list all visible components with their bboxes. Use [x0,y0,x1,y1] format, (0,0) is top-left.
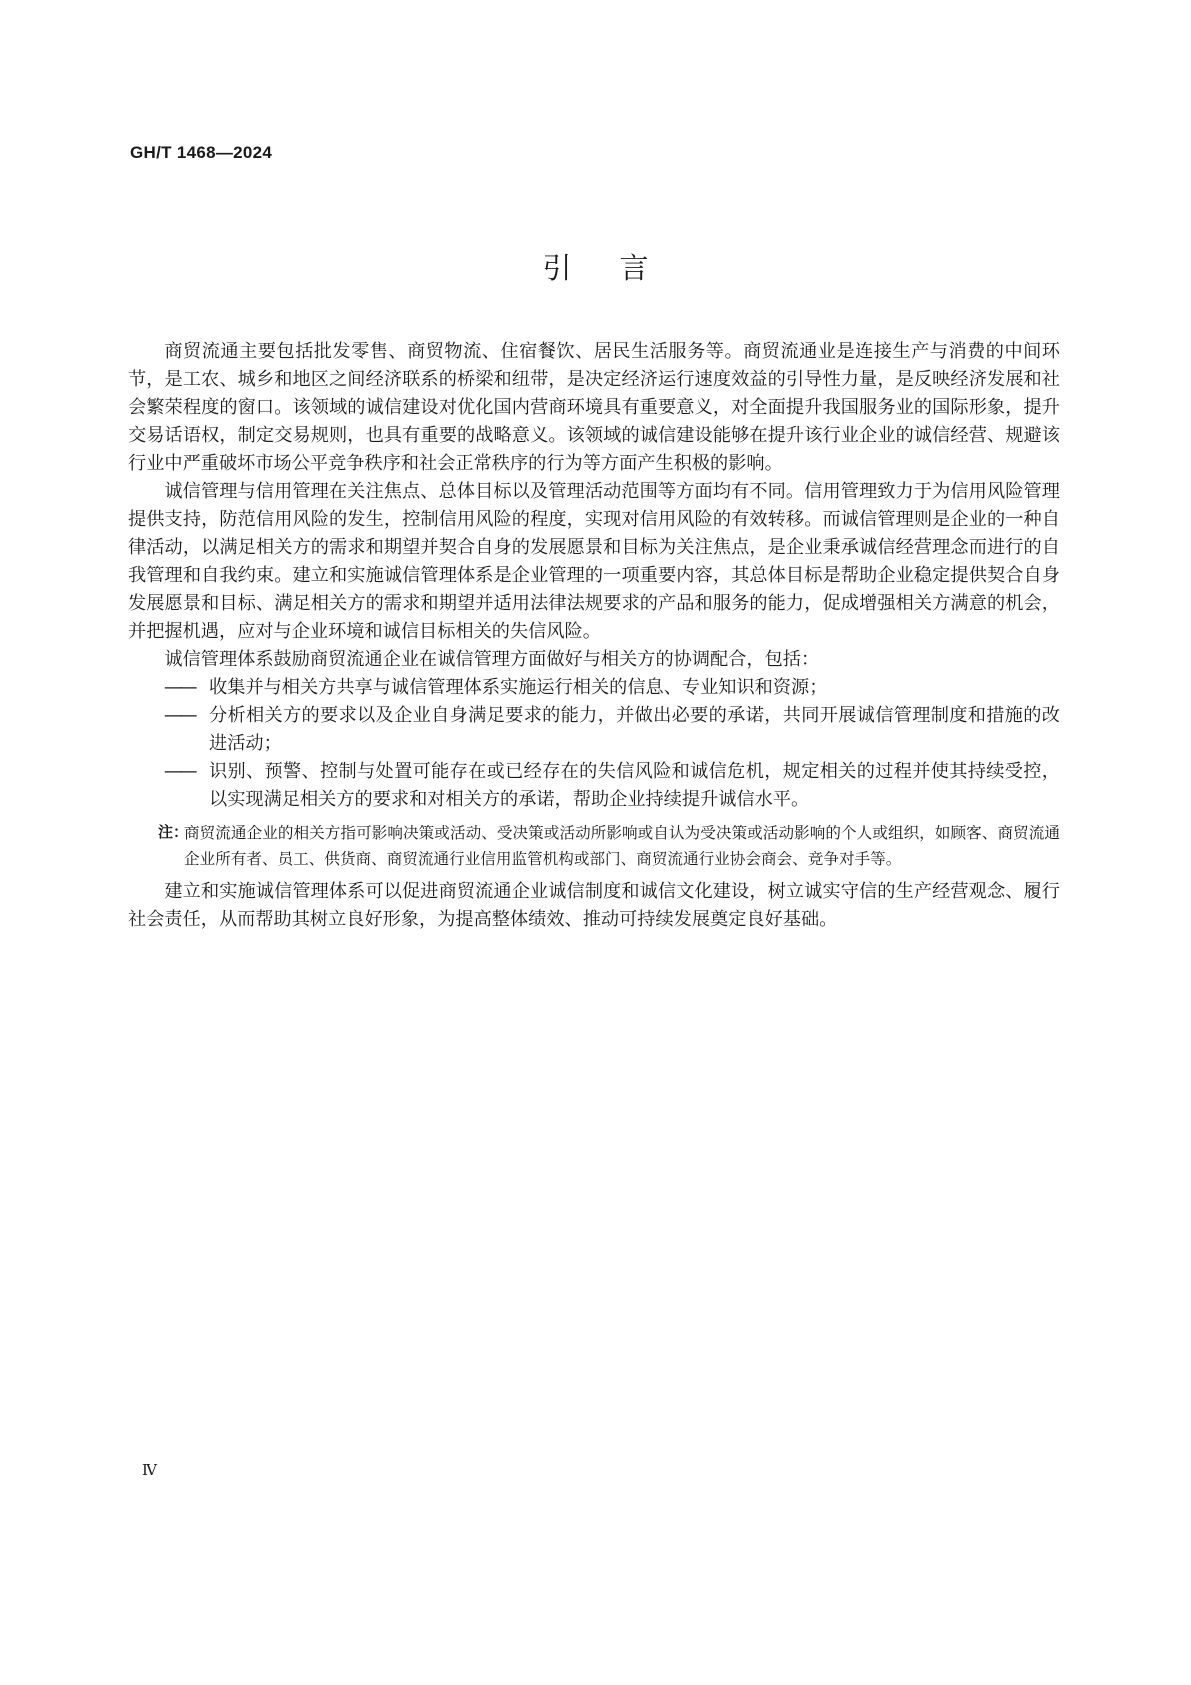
page-title: 引言 [542,251,697,285]
note-label: 注： [158,824,189,841]
list-item [128,674,1060,702]
note [128,820,1060,872]
list-dash: —— [164,677,195,698]
intro-paragraph-1: 商贸流通主要包括批发零售、商贸物流、住宿餐饮、居民生活服务等。商贸流通业是连接生产与消费的中间环节，是工农、城乡和地区之间经济联系的桥梁和纽带，是决定经济运行速度效益的引导性力量，是反映经济发展和社会繁荣程度的窗口。该领域的诚信建设对优化国内营商环境具有重要意义，对全面提升我国服务业的国际形象，提升交易话语权，制定交易规则，也具有重要的战略意义。该领域的诚信建设能够在提升该行业企业的诚信经营、规避该行业中严重破坏市场公平竞争秩序和社会正常秩序的行为等方面产生积极的影响。 [128,341,1060,474]
page-number: Ⅳ [142,1461,157,1479]
list-item-text: 收集并与相关方共享与诚信管理体系实施运行相关的信息、专业知识和资源； [209,677,828,698]
standard-code: GH/T 1468—2024 [130,143,273,162]
intro-paragraph-3: 诚信管理体系鼓励商贸流通企业在诚信管理方面做好与相关方的协调配合，包括： [164,649,820,670]
list-item-text: 识别、预警、控制与处置可能存在或已经存在的失信风险和诚信危机，规定相关的过程并使其持续受控，以实现满足相关方的要求和对相关方的承诺，帮助企业持续提升诚信水平。 [209,761,1060,810]
list-item [128,702,1060,758]
list-dash: —— [164,705,195,726]
document-body [128,338,1060,934]
note-text: 商贸流通企业的相关方指可影响决策或活动、受决策或活动所影响或自认为受决策或活动影响的个人或组织，如顾客、商贸流通企业所有者、员工、供货商、商贸流通行业信用监管机构或部门、商贸流通行业协会商会、竞争对手等。 [184,824,1060,868]
list-item [128,758,1060,814]
coordination-list [128,674,1060,814]
list-dash: —— [164,761,195,782]
closing-paragraph: 建立和实施诚信管理体系可以促进商贸流通企业诚信制度和诚信文化建设，树立诚实守信的生产经营观念、履行社会责任，从而帮助其树立良好形象，为提高整体绩效、推动可持续发展奠定良好基础。 [128,881,1060,930]
list-item-text: 分析相关方的要求以及企业自身满足要求的能力，并做出必要的承诺，共同开展诚信管理制度和措施的改进活动； [209,705,1060,754]
intro-paragraph-2: 诚信管理与信用管理在关注焦点、总体目标以及管理活动范围等方面均有不同。信用管理致力于为信用风险管理提供支持，防范信用风险的发生，控制信用风险的程度，实现对信用风险的有效转移。而诚信管理则是企业的一种自律活动，以满足相关方的需求和期望并契合自身的发展愿景和目标为关注焦点，是企业秉承诚信经营理念而进行的自我管理和自我约束。建立和实施诚信管理体系是企业管理的一项重要内容，其总体目标是帮助企业稳定提供契合自身发展愿景和目标、满足相关方的需求和期望并适用法律法规要求的产品和服务的能力，促成增强相关方满意的机会，并把握机遇，应对与企业环境和诚信目标相关的失信风险。 [128,481,1060,642]
